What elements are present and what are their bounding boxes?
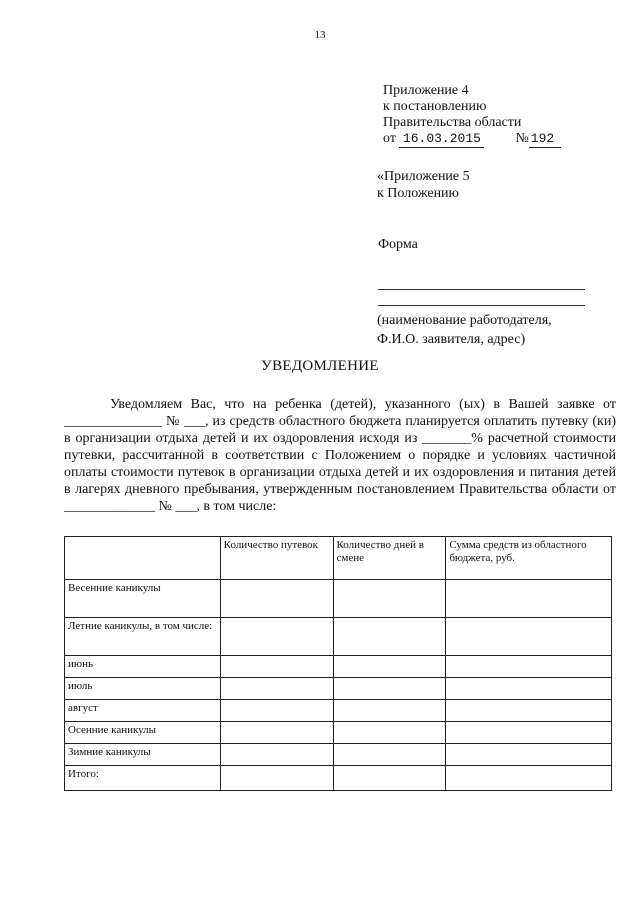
table-cell[interactable] [333, 678, 446, 700]
document-title: УВЕДОМЛЕНИЕ [261, 358, 379, 374]
decree-number: 192 [529, 131, 561, 148]
attachment-reference [377, 168, 470, 202]
employer-caption-line: Ф.И.О. заявителя, адрес) [377, 332, 526, 347]
header-cell-period [65, 537, 221, 580]
reference-line: Правительства области [383, 115, 522, 130]
reference-date-line [383, 131, 561, 148]
table-cell[interactable] [333, 700, 446, 722]
row-label: Осенние каникулы [65, 722, 221, 744]
row-label: Итого: [65, 766, 221, 791]
table-cell[interactable] [446, 700, 612, 722]
table-cell[interactable] [220, 700, 333, 722]
row-label: август [65, 700, 221, 722]
table-row [65, 678, 612, 700]
page-number: 13 [314, 29, 326, 41]
allocation-table [64, 536, 612, 791]
table-cell[interactable] [220, 766, 333, 791]
employer-caption [377, 311, 552, 349]
table-cell[interactable] [220, 618, 333, 656]
header-cell-amount: Сумма средств из областного бюджета, руб. [446, 537, 612, 580]
table-cell[interactable] [446, 618, 612, 656]
table-cell[interactable] [333, 744, 446, 766]
notification-body [64, 396, 616, 515]
table-cell[interactable] [220, 656, 333, 678]
row-label: Зимние каникулы [65, 744, 221, 766]
header-cell-days: Количество дней в смене [333, 537, 446, 580]
table-row [65, 580, 612, 618]
reference-line: Приложение 4 [383, 83, 469, 98]
table-cell[interactable] [333, 722, 446, 744]
table-cell[interactable] [333, 766, 446, 791]
attachment-line: «Приложение 5 [377, 169, 470, 184]
table-cell[interactable] [220, 722, 333, 744]
table-cell[interactable] [333, 580, 446, 618]
decree-date: 16.03.2015 [399, 131, 484, 148]
table-cell[interactable] [446, 656, 612, 678]
table-row [65, 722, 612, 744]
employer-blank-line-1 [378, 289, 585, 290]
table-row [65, 618, 612, 656]
row-label: Летние каникулы, в том числе: [65, 618, 221, 656]
table-cell[interactable] [446, 744, 612, 766]
table-header-row [65, 537, 612, 580]
table-row [65, 744, 612, 766]
header-cell-vouchers: Количество путевок [220, 537, 333, 580]
form-label: Форма [378, 237, 418, 252]
table-row [65, 700, 612, 722]
table-cell[interactable] [220, 678, 333, 700]
table-cell[interactable] [220, 580, 333, 618]
table-cell[interactable] [220, 744, 333, 766]
body-paragraph: Уведомляем Вас, что на ребенка (детей), указанного (ых) в Вашей заявке от ______________ № ___, из средств областного бюджета планируется оплатить путевку (ки) в организации отдыха детей и их оздоровления исходя из _______% расчетной стоимости путевки, рассчитанной в соответствии с Положением о порядке и условиях частичной оплаты стоимости путевок в организации отдыха детей и их оздоровления и питания детей в лагерях дневного пребывания, утвержденным постановлением Правительства области от _____________ № ___, в том числе: [64, 397, 616, 514]
date-prefix: от [383, 131, 396, 146]
employer-caption-line: (наименование работодателя, [377, 313, 552, 328]
row-label: июль [65, 678, 221, 700]
number-prefix: № [515, 131, 529, 146]
table-row [65, 656, 612, 678]
attachment-line: к Положению [377, 186, 460, 201]
header-reference [383, 83, 561, 148]
table-cell[interactable] [446, 722, 612, 744]
row-label: Весенние каникулы [65, 580, 221, 618]
row-label: июнь [65, 656, 221, 678]
table-row-total [65, 766, 612, 791]
reference-line: к постановлению [383, 99, 487, 114]
employer-blank-line-2 [378, 305, 585, 306]
table-cell[interactable] [333, 656, 446, 678]
table-cell[interactable] [446, 580, 612, 618]
table-cell[interactable] [446, 766, 612, 791]
table-cell[interactable] [446, 678, 612, 700]
table-cell[interactable] [333, 618, 446, 656]
